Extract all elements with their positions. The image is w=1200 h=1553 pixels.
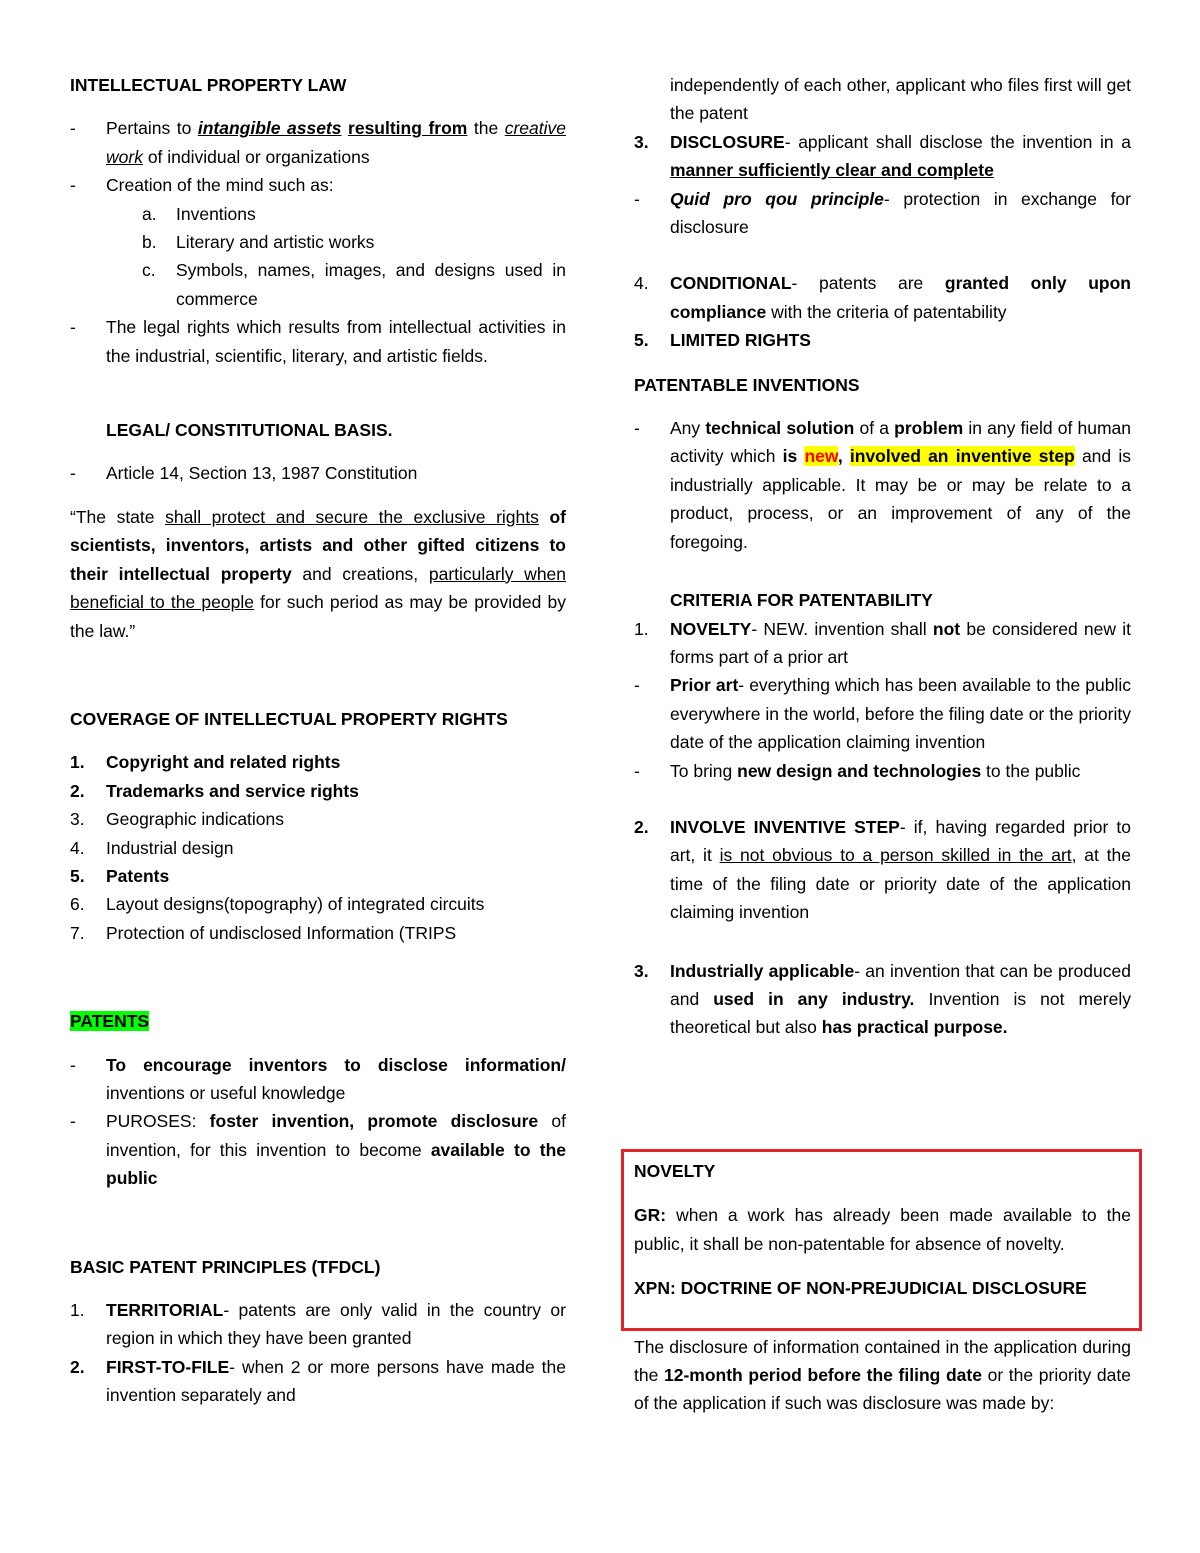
coverage-heading: COVERAGE OF INTELLECTUAL PROPERTY RIGHTS [70, 708, 508, 729]
list-item: 5. LIMITED RIGHTS [634, 330, 811, 351]
list-item: 3. Geographic indications [70, 809, 285, 830]
list-item: 1. Copyright and related rights [70, 752, 341, 773]
exception-heading: XPN: DOCTRINE OF NON-PREJUDICIAL DISCLOSURE [634, 1278, 1087, 1299]
list-item: - PUROSES: foster invention, promote disclosure of invention, for this invention to become available to the public [70, 1107, 566, 1192]
patentable-heading: PATENTABLE INVENTIONS [634, 374, 860, 395]
dash-marker: - [634, 760, 640, 781]
legal-basis-heading: LEGAL/ CONSTITUTIONAL BASIS. [106, 420, 393, 441]
list-item: - Any technical solution of a problem in any field of human activity which is new, involved an inventive step and is industrially applicable. It may be or may be relate to a product, process, or an improvement of any of the foregoing. [634, 414, 1131, 556]
list-item: - To bring new design and technologies to the public [634, 757, 1131, 785]
first-to-file-continuation: independently of each other, applicant who files first will get the patent [670, 75, 1131, 124]
list-item: - The legal rights which results from intellectual activities in the industrial, scientific, literary, and artistic fields. [70, 313, 566, 370]
right-column [634, 71, 1131, 1042]
dash-marker: - [70, 463, 76, 484]
dash-marker: - [634, 418, 640, 439]
novelty-box-content [634, 1157, 1131, 1418]
list-item: - Quid pro qou principle- protection in exchange for disclosure [634, 185, 1131, 242]
disclosure-paragraph: The disclosure of information contained in the application during the 12-month period before the filing date or the priority date of the application if such was disclosure was made by: [634, 1336, 1131, 1414]
list-item: 1. NOVELTY- NEW. invention shall not be considered new it forms part of a prior art [634, 618, 1131, 667]
list-item: 2. Trademarks and service rights [70, 780, 359, 801]
list-item: - Pertains to intangible assets resulting from the creative work of individual or organizations [70, 114, 566, 171]
list-item: - To encourage inventors to disclose information/ inventions or useful knowledge [70, 1051, 566, 1108]
dash-marker: - [634, 188, 640, 209]
list-item: 4. Industrial design [70, 837, 234, 858]
list-item: 3. DISCLOSURE- applicant shall disclose the invention in a manner sufficiently clear and complete [634, 131, 1131, 181]
sub-list-item: b. Literary and artistic works [142, 232, 375, 253]
sub-list-item: a. Inventions [142, 203, 256, 224]
principles-heading: BASIC PATENT PRINCIPLES (TFDCL) [70, 1256, 381, 1277]
list-item: 6. Layout designs(topography) of integrated circuits [70, 894, 485, 915]
left-column [70, 71, 566, 1410]
list-item: - Creation of the mind such as: [70, 171, 566, 199]
list-item: - Prior art- everything which has been available to the public everywhere in the world, before the filing date or the priority date of the application claiming invention [634, 671, 1131, 756]
dash-marker: - [70, 175, 76, 196]
novelty-box-heading: NOVELTY [634, 1161, 716, 1181]
coverage-list [70, 748, 566, 947]
ip-law-heading: INTELLECTUAL PROPERTY LAW [70, 75, 347, 95]
list-item: 4. CONDITIONAL- patents are granted only upon compliance with the criteria of patentability [634, 273, 1131, 322]
dash-marker: - [70, 118, 76, 139]
constitution-quote: “The state shall protect and secure the exclusive rights of scientists, inventors, artists and other gifted citizens to their intellectual property and creations, particularly when beneficial to the people for such period as may be provided by the law.” [70, 506, 567, 641]
list-item: 3. Industrially applicable- an invention that can be produced and used in any industry. Invention is not merely theoretical but also has practical purpose. [634, 960, 1131, 1038]
dash-marker: - [70, 1054, 76, 1075]
patents-heading: PATENTS [70, 1011, 150, 1032]
list-item: 1. TERRITORIAL- patents are only valid in the country or region in which they have been granted [70, 1300, 566, 1349]
dash-marker: - [70, 1111, 76, 1132]
list-item: 2. FIRST-TO-FILE- when 2 or more persons have made the invention separately and [70, 1356, 566, 1406]
sub-list-item: c. Symbols, names, images, and designs used in commerce [142, 260, 566, 309]
list-item: - Article 14, Section 13, 1987 Constitution [70, 459, 566, 487]
criteria-heading: CRITERIA FOR PATENTABILITY [670, 590, 933, 611]
list-item: 5. Patents [70, 865, 170, 886]
list-item: 2. INVOLVE INVENTIVE STEP- if, having regarded prior to art, it is not obvious to a person skilled in the art, at the time of the filing date or priority date of the application claiming invention [634, 816, 1131, 923]
general-rule: GR: when a work has already been made available to the public, it shall be non-patentable for absence of novelty. [634, 1205, 1131, 1254]
list-item: 7. Protection of undisclosed Information (TRIPS [70, 922, 457, 943]
dash-marker: - [70, 317, 76, 338]
dash-marker: - [634, 675, 640, 696]
